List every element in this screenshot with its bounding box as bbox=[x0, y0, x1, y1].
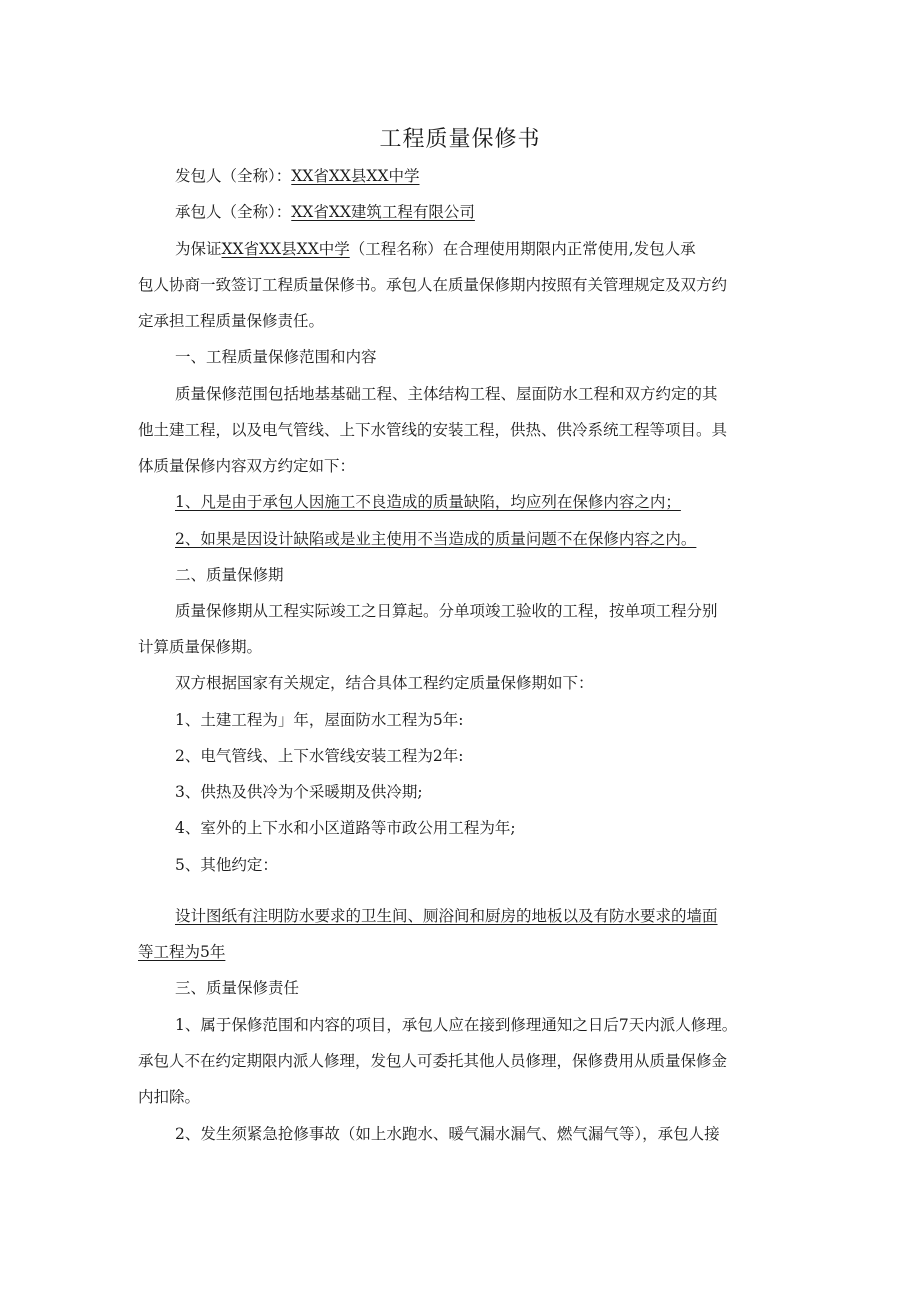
section-heading: 二、质量保修期 bbox=[175, 566, 284, 584]
paragraph-line: 内扣除。 bbox=[138, 1088, 201, 1106]
list-item: 1、土建工程为」年，屋面防水工程为5年: bbox=[175, 711, 464, 729]
employer-name: XX省XX县XX中学 bbox=[291, 167, 420, 185]
line-text: （工程名称）在合理使用期限内正常使用,发包人承 bbox=[349, 240, 696, 258]
contractor-line bbox=[175, 202, 825, 222]
paragraph-line: 双方根据国家有关规定，结合具体工程约定质量保修期如下： bbox=[175, 674, 594, 692]
paragraph-line: 设计图纸有注明防水要求的卫生间、厕浴间和厨房的地板以及有防水要求的墙面 bbox=[175, 907, 718, 925]
contractor-employer-line bbox=[175, 166, 825, 186]
paragraph-line: 1、属于保修范围和内容的项目，承包人应在接到修理通知之日后7天内派人修理。 bbox=[175, 1016, 738, 1034]
paragraph-line: 计算质量保修期。 bbox=[138, 638, 263, 656]
project-name: XX省XX县XX中学 bbox=[221, 240, 350, 258]
paragraph-line: 定承担工程质量保修责任。 bbox=[138, 312, 325, 330]
paragraph-line: 他土建工程，以及电气管线、上下水管线的安装工程，供热、供冷系统工程等项目。具 bbox=[138, 421, 728, 439]
page-title: 工程质量保修书 bbox=[379, 127, 541, 152]
list-item: 2、电气管线、上下水管线安装工程为2年: bbox=[175, 747, 464, 765]
list-item: 1、凡是由于承包人因施工不良造成的质量缺陷，均应列在保修内容之内； bbox=[175, 493, 681, 511]
paragraph-line: 质量保修范围包括地基基础工程、主体结构工程、屋面防水工程和双方约定的其 bbox=[175, 385, 718, 403]
list-item: 2、如果是因设计缺陷或是业主使用不当造成的质量问题不在保修内容之内。 bbox=[175, 530, 697, 548]
paragraph-line: 质量保修期从工程实际竣工之日算起。分单项竣工验收的工程，按单项工程分别 bbox=[175, 602, 718, 620]
section-heading: 一、工程质量保修范围和内容 bbox=[175, 348, 377, 366]
paragraph-line: 体质量保修内容双方约定如下： bbox=[138, 457, 356, 475]
label-text: 承包人（全称）： bbox=[175, 203, 292, 221]
paragraph-line: 包人协商一致签订工程质量保修书。承包人在质量保修期内按照有关管理规定及双方约 bbox=[138, 276, 728, 294]
paragraph-line: 承包人不在约定期限内派人修理，发包人可委托其他人员修理，保修费用从质量保修金 bbox=[138, 1052, 728, 1070]
paragraph-line bbox=[175, 239, 825, 259]
label-text: 发包人（全称）： bbox=[175, 167, 292, 185]
contractor-name: XX省XX建筑工程有限公司 bbox=[291, 203, 475, 221]
list-item: 3、供热及供冷为个采暖期及供冷期; bbox=[175, 783, 423, 801]
section-heading: 三、质量保修责任 bbox=[175, 979, 300, 997]
paragraph-line: 2、发生须紧急抢修事故（如上水跑水、暖气漏水漏气、燃气漏气等），承包人接 bbox=[175, 1125, 720, 1143]
paragraph-line: 等工程为5年 bbox=[138, 943, 226, 961]
list-item: 5、其他约定： bbox=[175, 856, 278, 874]
line-text: 为保证 bbox=[175, 240, 222, 258]
list-item: 4、室外的上下水和小区道路等市政公用工程为年; bbox=[175, 819, 516, 837]
